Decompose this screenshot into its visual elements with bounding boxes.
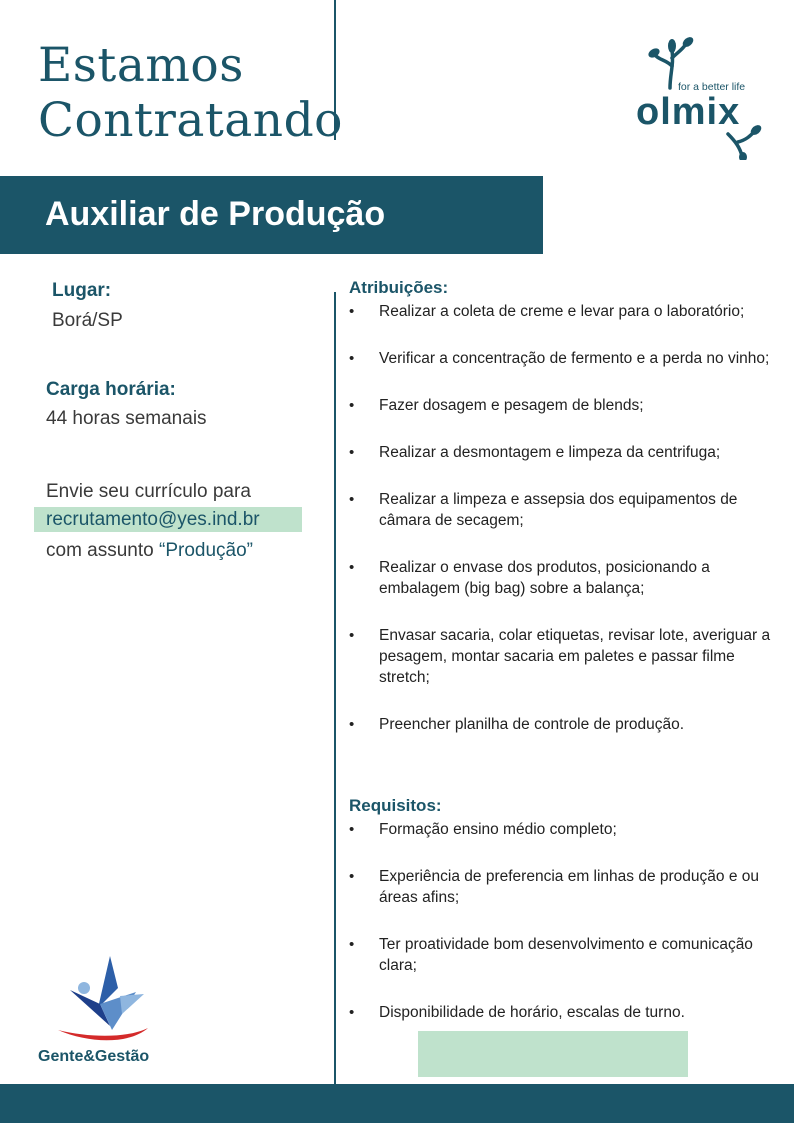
green-highlight-box bbox=[418, 1031, 688, 1077]
requirements-list bbox=[349, 819, 779, 1023]
subject-line bbox=[46, 540, 253, 562]
title-line-1: Estamos bbox=[38, 38, 244, 93]
list-item: • Fazer dosagem e pesagem de blends; bbox=[349, 395, 779, 416]
duties-heading: Atribuições: bbox=[349, 278, 449, 297]
list-item: • Envasar sacaria, colar etiquetas, revisar lote, averiguar a pesagem, montar sacaria em paletes e passar filme stretch; bbox=[349, 625, 779, 688]
gente-gestao-logo bbox=[40, 948, 180, 1048]
email-highlight bbox=[34, 507, 302, 532]
brand-tagline: for a better life bbox=[678, 81, 746, 93]
brand-name: olmix bbox=[636, 91, 741, 133]
place-value: Borá/SP bbox=[52, 310, 123, 331]
hours-value: 44 horas semanais bbox=[46, 408, 207, 429]
list-item: • Verificar a concentração de fermento e a perda no vinho; bbox=[349, 348, 779, 369]
title-line-2: Contratando bbox=[38, 93, 343, 148]
place-label: Lugar: bbox=[52, 280, 112, 301]
list-item: • Experiência de preferencia em linhas de produção e ou áreas afins; bbox=[349, 866, 779, 908]
list-item: • Preencher planilha de controle de produção. bbox=[349, 714, 779, 735]
list-item: • Realizar a coleta de creme e levar para o laboratório; bbox=[349, 301, 779, 322]
email-link[interactable]: recrutamento@yes.ind.br bbox=[46, 509, 260, 530]
hours-label: Carga horária: bbox=[46, 379, 176, 400]
list-item: • Formação ensino médio completo; bbox=[349, 819, 779, 840]
list-item: • Realizar a limpeza e assepsia dos equipamentos de câmara de secagem; bbox=[349, 489, 779, 531]
list-item: • Disponibilidade de horário, escalas de turno. bbox=[349, 1002, 779, 1023]
list-item: • Ter proatividade bom desenvolvimento e comunicação clara; bbox=[349, 934, 779, 976]
requirements-heading: Requisitos: bbox=[349, 796, 442, 815]
job-title: Auxiliar de Produção bbox=[45, 195, 386, 233]
list-item: • Realizar o envase dos produtos, posicionando a embalagem (big bag) sobre a balança; bbox=[349, 557, 779, 599]
gente-gestao-name: Gente&Gestão bbox=[38, 1048, 150, 1065]
page-title bbox=[38, 38, 343, 148]
content-divider bbox=[334, 292, 336, 1084]
subject-value: “Produção” bbox=[159, 540, 254, 561]
send-cv-text: Envie seu currículo para bbox=[46, 481, 251, 502]
subject-prefix: com assunto bbox=[46, 540, 154, 561]
job-title-banner bbox=[0, 176, 543, 254]
footer-bar bbox=[0, 1084, 794, 1123]
olmix-logo bbox=[628, 36, 768, 160]
duties-list bbox=[349, 301, 779, 735]
list-item: • Realizar a desmontagem e limpeza da centrifuga; bbox=[349, 442, 779, 463]
